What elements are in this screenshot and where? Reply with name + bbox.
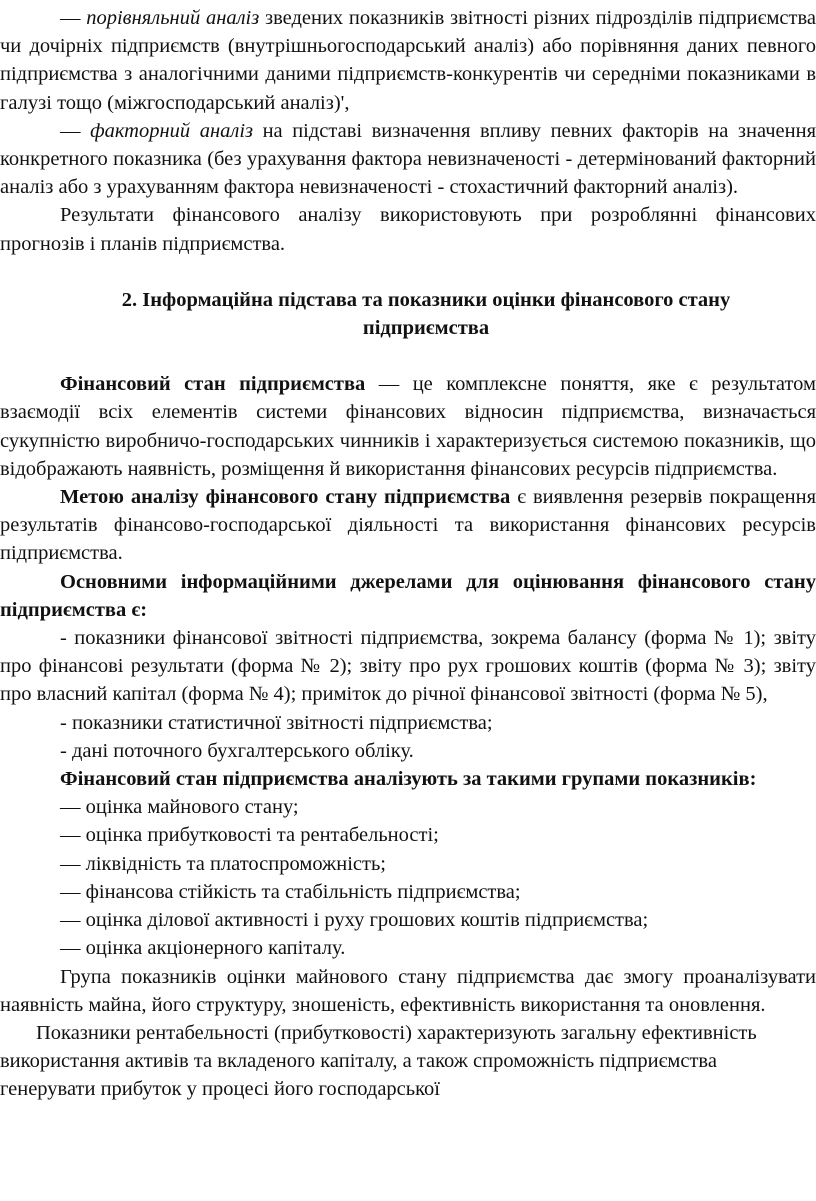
bold-term-financial-state: Фінансовий стан підприємства <box>60 373 366 396</box>
paragraph-results-usage: Результати фінансового аналізу використовують при розроблянні фінансових прогнозів і планів підприємства. <box>0 204 816 255</box>
paragraph-information-sources-title: Основними інформаційними джерелами для оцінювання фінансового стану підприємства є: <box>0 570 816 621</box>
paragraph-text: є виявлення резервів покращення результатів фінансово-господарської діяльності та використання фінансових ресурсів підприємства. <box>0 486 816 565</box>
term-factor-analysis: факторний аналіз <box>90 119 254 142</box>
paragraph-financial-state-definition <box>0 370 816 483</box>
paragraph-text: на підставі визначення впливу певних факторів на значення конкретного показника (без урахування фактора невизначеності - детермінований факторний аналіз або з урахуванням фактора невизначеності - стохастичний факторний аналіз). <box>0 119 816 199</box>
bold-term-analysis-goal: Метою аналізу фінансового стану підприємства <box>60 486 511 509</box>
paragraph-comparative-analysis <box>0 4 816 117</box>
list-item-group: — ліквідність та платоспроможність; <box>60 852 386 875</box>
paragraph-text: — це комплексне поняття, яке є результатом взаємодії всіх елементів системи фінансових відносин підприємства, визначається сукупністю виробничо-господарських чинників і характеризується системою показників, що відображають наявність, розміщення й використання фінансових ресурсів підприємства. <box>0 373 816 480</box>
paragraph-profitability: Показники рентабельності (прибутковості) характеризують загальну ефективність використання активів та вкладеного капіталу, а також спроможність підприємства генерувати прибуток у процесі його господарської <box>0 1021 757 1101</box>
list-item-group: — оцінка ділової активності і руху грошових коштів підприємства; <box>60 909 649 932</box>
dash: — <box>60 7 87 29</box>
list-item-source: - показники фінансової звітності підприємства, зокрема балансу (форма № 1); звіту про фінансові результати (форма № 2); звіту про рух грошових коштів (форма № 3); звіту про власний капітал (форма № 4); приміток до річної фінансової звітності (форма № 5), <box>0 627 816 706</box>
list-item-group: — оцінка акціонерного капіталу. <box>60 937 346 960</box>
list-item-group: — оцінка прибутковості та рентабельності; <box>60 824 439 847</box>
paragraph-analysis-goal <box>0 483 816 568</box>
dash: — <box>60 119 91 142</box>
paragraph-text: зведених показників звітності різних підрозділів підприємства чи дочірніх підприємств (внутрішньогосподарський аналіз) або порівняння даних певного підприємства з аналогічними даними підприємств-конкурентів чи середніми показниками в галузі тощо (міжгосподарський аналіз)', <box>0 7 816 114</box>
paragraph-property-state: Група показників оцінки майнового стану підприємства дає змогу проаналізувати наявність майна, його структуру, зношеність, ефективність використання та оновлення. <box>0 965 816 1016</box>
term-comparative-analysis: порівняльний аналіз <box>86 7 260 29</box>
section-heading: 2. Інформаційна підстава та показники оцінки фінансового стану підприємства <box>121 288 731 340</box>
paragraph-indicator-groups-title: Фінансовий стан підприємства аналізують за такими групами показників: <box>60 768 757 791</box>
list-item-source: - показники статистичної звітності підприємства; <box>60 711 493 734</box>
list-item-source: - дані поточного бухгалтерського обліку. <box>60 739 414 762</box>
list-item-group: — фінансова стійкість та стабільність підприємства; <box>60 880 521 903</box>
list-item-group: — оцінка майнового стану; <box>60 796 299 819</box>
paragraph-factor-analysis <box>0 117 816 202</box>
